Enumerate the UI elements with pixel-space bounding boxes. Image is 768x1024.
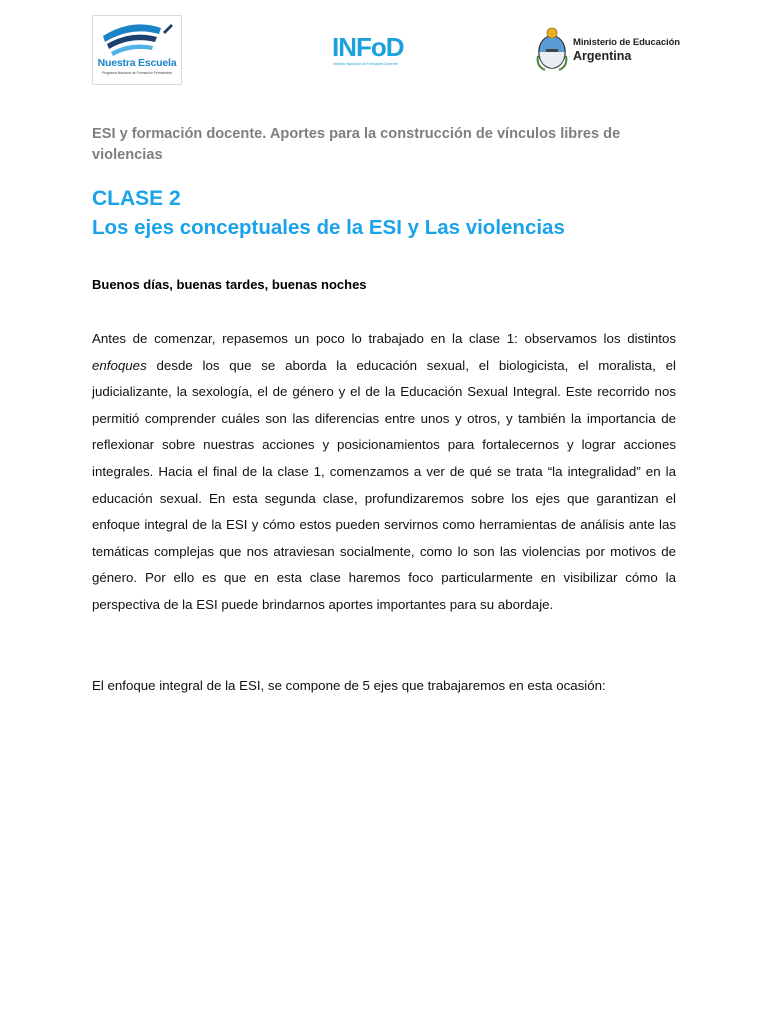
axes-intro-paragraph: El enfoque integral de la ESI, se compone de 5 ejes que trabajaremos en esta ocasión:: [92, 678, 606, 693]
ministerio-logo: [535, 26, 680, 72]
infod-subtitle: Instituto Nacional de Formación Docente: [333, 62, 398, 66]
ministerio-name: Ministerio de Educación: [573, 37, 680, 48]
infod-logo: [332, 33, 424, 71]
nuestra-escuela-name: Nuestra Escuela: [97, 57, 177, 69]
intro-paragraph: [92, 326, 676, 619]
intro-paragraph-part2: desde los que se aborda la educación sexual, el biologicista, el moralista, el judicializante, la sexología, el de género y el de la Educación Sexual Integral. Este recorrido nos permitió comprender cuáles son las diferencias entre unos y otros, y también la importancia de reflexionar sobre nuestras acciones y posicionamientos para fortalecernos y lograr acciones integrales. Hacia el final de la clase 1, comenzamos a ver de qué se trata “la integralidad” en la educación sexual. En esta segunda clase, profundizaremos sobre los ejes que garantizan el enfoque integral de la ESI y cómo estos pueden servirnos como herramientas de análisis ante las temáticas complejas que nos atraviesan socialmente, como lo son las violencias por motivos de género. Por ello es que en esta clase haremos foco particularmente en visibilizar cómo la perspectiva de la ESI puede brindarnos aportes importantes para su abordaje.: [92, 357, 676, 612]
nuestra-escuela-subtitle: Programa Nacional de Formación Permanente: [101, 71, 173, 75]
greeting: Buenos días, buenas tardes, buenas noches: [92, 277, 367, 292]
argentina-coat-of-arms-icon: [535, 26, 569, 72]
nuestra-escuela-emblem-icon: [99, 20, 175, 58]
nuestra-escuela-logo: [92, 15, 182, 85]
intro-paragraph-emphasis: enfoques: [92, 357, 147, 373]
infod-name: INFoD: [332, 32, 404, 62]
class-title: Los ejes conceptuales de la ESI y Las violencias: [92, 216, 565, 239]
ministerio-country: Argentina: [573, 49, 632, 63]
class-label: CLASE 2: [92, 187, 181, 210]
course-title: ESI y formación docente. Aportes para la construcción de vínculos libres de violencias: [92, 126, 621, 163]
intro-paragraph-part1: Antes de comenzar, repasemos un poco lo trabajado en la clase 1: observamos los distintos: [92, 331, 676, 346]
